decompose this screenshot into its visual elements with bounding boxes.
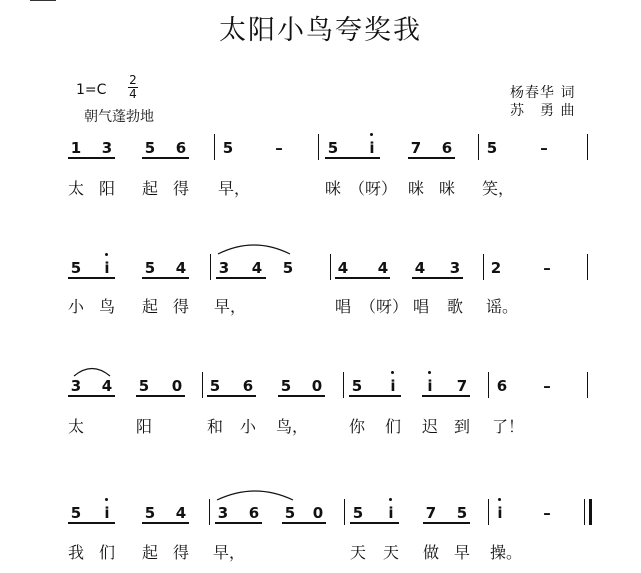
note: 5: [280, 377, 292, 395]
lyric: 早: [453, 543, 470, 562]
note: 4: [101, 377, 113, 395]
dash: –: [275, 139, 283, 157]
dash: –: [543, 504, 551, 522]
lyric: 小: [67, 297, 84, 316]
note: 5: [70, 259, 82, 277]
note-high: i: [386, 377, 400, 395]
lyric: 起: [141, 297, 158, 316]
note: 0: [311, 377, 323, 395]
lyric: 到: [453, 417, 470, 436]
eighth-beam: [136, 395, 185, 397]
time-signature-top: 2: [129, 73, 137, 87]
note: 5: [352, 504, 364, 522]
note: 7: [425, 504, 437, 522]
lyric: 太: [67, 179, 84, 198]
expression-marking: 朝气蓬勃地: [84, 109, 154, 125]
eighth-beam: [412, 277, 463, 279]
note: 3: [101, 139, 113, 157]
note: 5: [144, 259, 156, 277]
note-high: i: [100, 504, 114, 522]
bar-line: [209, 499, 210, 525]
note-high: i: [365, 139, 379, 157]
lyric: 阳: [135, 417, 152, 436]
lyric: 得: [172, 297, 189, 316]
top-edge-line: [30, 0, 56, 1]
final-bar-thin: [584, 499, 585, 525]
lyric: 咪: [407, 179, 424, 198]
lyric: 做: [422, 543, 439, 562]
lyric: 迟: [421, 417, 438, 436]
eighth-beam: [278, 395, 325, 397]
note: 5: [222, 139, 234, 157]
slur-mark: [216, 240, 292, 256]
lyric: 操。: [490, 543, 523, 562]
note-high: i: [493, 504, 507, 522]
lyric: 起: [141, 543, 158, 562]
note: 1: [70, 139, 82, 157]
time-signature-bottom: 4: [129, 87, 137, 101]
lyric: 笑，: [482, 179, 515, 198]
note: 6: [496, 377, 508, 395]
eighth-beam: [68, 522, 115, 524]
bar-line: [587, 134, 588, 160]
eighth-beam: [422, 395, 470, 397]
note: 6: [248, 504, 260, 522]
eighth-beam: [215, 522, 262, 524]
bar-line: [318, 134, 319, 160]
slur-mark: [215, 486, 295, 502]
song-title: 太阳小鸟夸奖我: [219, 15, 422, 46]
lyric: 早，: [214, 297, 247, 316]
eighth-beam: [408, 157, 455, 159]
note: 4: [414, 259, 426, 277]
lyric: 小: [239, 417, 256, 436]
note: 7: [456, 377, 468, 395]
note: 5: [70, 504, 82, 522]
note-high: i: [384, 504, 398, 522]
lyric: 鸟，: [276, 417, 309, 436]
note: 5: [282, 259, 294, 277]
eighth-beam: [282, 522, 326, 524]
note: 5: [144, 139, 156, 157]
eighth-beam: [142, 157, 189, 159]
lyric: 得: [172, 543, 189, 562]
final-bar-thick: [589, 499, 592, 525]
note: 7: [410, 139, 422, 157]
note: 5: [144, 504, 156, 522]
key-signature: 1=C: [76, 82, 107, 98]
lyric: 唱: [334, 297, 351, 316]
bar-line: [478, 134, 479, 160]
lyric: 们: [98, 543, 115, 562]
lyric: （呀）: [359, 297, 408, 316]
lyric: 天: [382, 543, 399, 562]
note-high: i: [423, 377, 437, 395]
note: 3: [449, 259, 461, 277]
bar-line: [587, 372, 588, 398]
note-high: i: [100, 259, 114, 277]
lyric: 们: [384, 417, 401, 436]
slur-mark: [72, 364, 112, 378]
eighth-beam: [325, 157, 380, 159]
bar-line: [202, 372, 203, 398]
composer-credit: 苏 勇 曲: [510, 103, 576, 119]
note: 6: [441, 139, 453, 157]
time-signature: [128, 74, 138, 100]
eighth-beam: [68, 395, 115, 397]
lyric: 起: [141, 179, 158, 198]
dash: –: [543, 377, 551, 395]
eighth-beam: [68, 277, 115, 279]
eighth-beam: [335, 277, 390, 279]
note: 4: [377, 259, 389, 277]
note: 2: [490, 259, 502, 277]
lyric: 了！: [492, 417, 525, 436]
lyric: 得: [172, 179, 189, 198]
note: 3: [217, 504, 229, 522]
note: 5: [138, 377, 150, 395]
lyric: 唱: [412, 297, 429, 316]
lyric: 咪: [438, 179, 455, 198]
note: 5: [486, 139, 498, 157]
note: 4: [175, 504, 187, 522]
lyric: 鸟: [98, 297, 115, 316]
eighth-beam: [216, 277, 266, 279]
dash: –: [543, 259, 551, 277]
lyric: 早，: [213, 543, 246, 562]
lyric: 我: [67, 543, 84, 562]
note: 5: [284, 504, 296, 522]
note: 5: [456, 504, 468, 522]
lyric: 太: [67, 417, 84, 436]
eighth-beam: [142, 522, 189, 524]
lyric: （呀）: [348, 179, 397, 198]
note: 5: [351, 377, 363, 395]
bar-line: [483, 254, 484, 280]
note: 0: [171, 377, 183, 395]
lyric: 阳: [98, 179, 115, 198]
eighth-beam: [423, 522, 470, 524]
eighth-beam: [68, 157, 115, 159]
note: 3: [70, 377, 82, 395]
note: 6: [242, 377, 254, 395]
lyric: 谣。: [486, 297, 519, 316]
lyric: 和: [206, 417, 223, 436]
note: 0: [312, 504, 324, 522]
lyric: 你: [348, 417, 365, 436]
lyricist-credit: 杨春华 词: [510, 85, 576, 101]
eighth-beam: [142, 277, 189, 279]
bar-line: [488, 372, 489, 398]
lyric: 天: [349, 543, 366, 562]
note: 5: [209, 377, 221, 395]
bar-line: [344, 499, 345, 525]
note: 3: [218, 259, 230, 277]
lyric: 早，: [218, 179, 251, 198]
note: 5: [327, 139, 339, 157]
bar-line: [214, 134, 215, 160]
note: 6: [175, 139, 187, 157]
lyric: 歌: [446, 297, 463, 316]
eighth-beam: [349, 395, 401, 397]
eighth-beam: [350, 522, 399, 524]
note: 4: [175, 259, 187, 277]
bar-line: [343, 372, 344, 398]
bar-line: [210, 254, 211, 280]
lyric: 咪: [324, 179, 341, 198]
note: 4: [251, 259, 263, 277]
bar-line: [587, 254, 588, 280]
bar-line: [488, 499, 489, 525]
note: 4: [337, 259, 349, 277]
bar-line: [330, 254, 331, 280]
eighth-beam: [207, 395, 256, 397]
dash: –: [540, 139, 548, 157]
